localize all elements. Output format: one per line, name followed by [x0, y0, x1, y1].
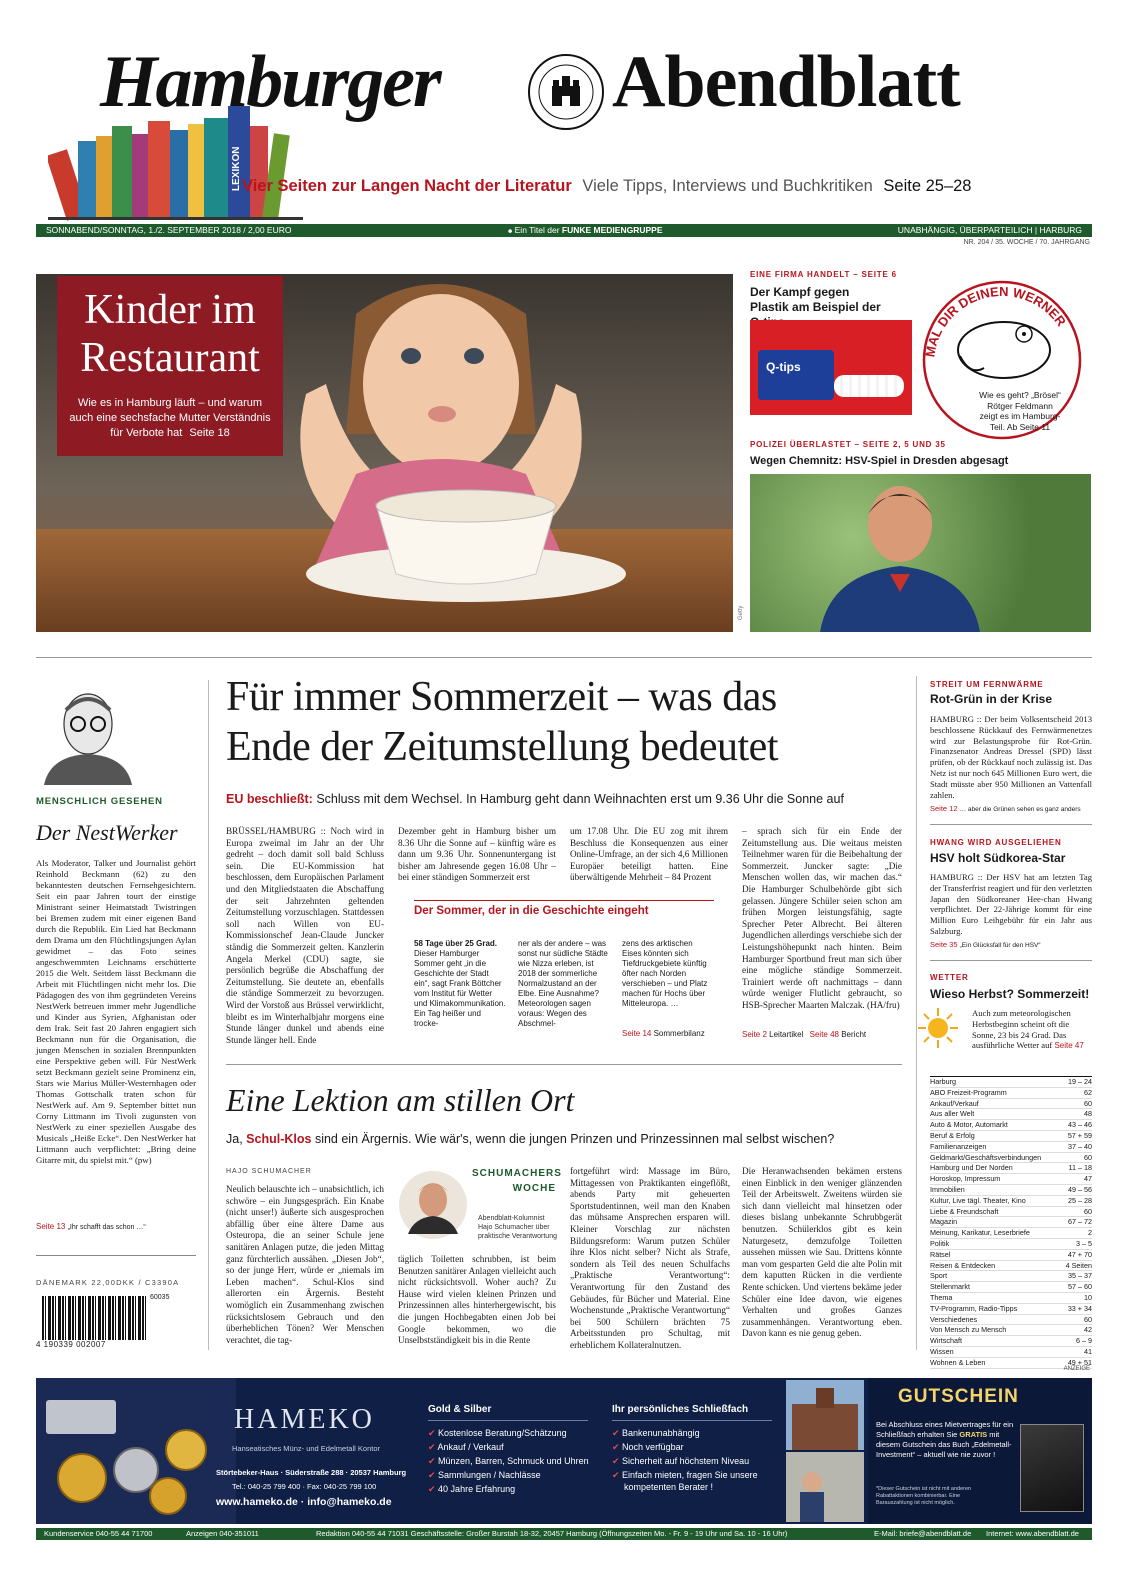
- second-col4: Die Heranwachsenden bekämen erstens einen Einblick in den weniger glänzenden Teil der Arbeitswelt. Zweitens würden sie sich dann vielleicht mal hinsetzen oder dieses bislang unbekannte Schrubbgerät benutzen. Schülerklos gibt es kein Naturgesetz, demzufolge Toiletten aussehen müssen wie Sau. Drittens könnte man vom gesparten Geld die alte Polin mit dem kaputten Rücken in die verdiente Rente schicken. Und viertens bekäme jeder Schüler eine Idee davon, wie eigenes Verhalten und großes Ganzes zusammenhängen. Verantwortung eben. Davon kann es nie genug geben.: [742, 1166, 902, 1339]
- index-row[interactable]: [930, 1109, 1092, 1120]
- index-row[interactable]: [930, 1163, 1092, 1174]
- main-col4: – sprach sich für ein Ende der Zeitumstellung aus. Die weitaus meisten Teilnehmer waren für die Beibehaltung der Sommerzeit. Juncker sagte: „Die Menschen wollen das, wir machen das.“ Die Hamburger Schulbehörde gibt sich gelassen. Jüngere Schüler seien schon am frühen Morgen leistungsfähig, sagte Sprecher Peter Albrecht. Bei älteren Jugendlichen allerdings verschiebe sich der Leistungshöhepunkt nach hinten. Beim Hamburger Sportbund freut man sich über eine mögliche ständige Sommerzeit. Trainiert werde oft nachmittags – dann würde weniger Flutlicht gebraucht, so HSB-Sprecher Maarten Malczak. (HA/fru): [742, 826, 902, 1010]
- werner-caption-text: Wie es geht? „Brösel“ Rötger Feldmann zeigt es im Hamburg-Teil.: [979, 390, 1061, 432]
- index-pages: 47: [1084, 1174, 1092, 1184]
- columnist-label2: WOCHE: [512, 1183, 556, 1194]
- ad-list-item: ✔ Bankenunabhängig: [612, 1426, 758, 1440]
- sidebar-k3: WETTER: [930, 973, 969, 982]
- sidebar-r1-text: … aber die Grünen sehen es ganz anders: [959, 806, 1081, 813]
- ad-safe-extra: kompetenten Berater !: [624, 1482, 714, 1492]
- voucher-text: [876, 1420, 1014, 1460]
- ad-list-item: ✔ Münzen, Barren, Schmuck und Uhren: [428, 1454, 589, 1468]
- index-pages: 62: [1084, 1087, 1092, 1097]
- index-row[interactable]: [930, 1131, 1092, 1142]
- index-pages: 60: [1084, 1314, 1092, 1324]
- index-row[interactable]: [930, 1271, 1092, 1282]
- sidebar-h3[interactable]: Wieso Herbst? Sommerzeit!: [930, 987, 1090, 1001]
- footer-editorial[interactable]: Redaktion 040-55 44 71031 Geschäftsstelle: Großer Burstah 18-32, 20457 Hamburg (Öffnungszeiten Mo. - Fr. 9 - 19 Uhr und Sa. 10 - 16 Uhr): [316, 1529, 788, 1538]
- footer-bar: [36, 1528, 1092, 1540]
- werner-title: MAL DIR DEINEN WERNER: [922, 283, 1070, 359]
- sidebar-k2: HWANG WIRD AUSGELIEHEN: [930, 838, 1062, 847]
- price-line: DÄNEMARK 22,00DKK / C3390A: [36, 1278, 180, 1287]
- main-ref1-page[interactable]: Seite 2: [742, 1030, 767, 1039]
- teaser2-headline[interactable]: Wegen Chemnitz: HSV-Spiel in Dresden abgesagt: [750, 455, 1009, 467]
- index-topic: Horoskop, Impressum: [930, 1174, 1001, 1184]
- index-pages: 57 + 59: [1067, 1130, 1092, 1140]
- sidebar-div1: [930, 824, 1092, 825]
- second-col1: Neulich belauschte ich – unabsichtlich, ich schwöre – ein Jungsgespräch. Ein Knabe (nicht unser!) äußerte sich ausgesprochen abfällig über eine ältere Dame aus Osteuropa, die an seiner Schule jene sanitären Anlagen putze, die jeden Mittag ganz fürchterlich aussähen. „Diesen Job“, so der junge Herr, würde er „niemals im Leben machen“. Schul-Klos sind allerorten ein Ärgernis. Besteht womöglich ein Zusammenhang zwischen rücksichtslosem Gebrauch und den überheblichen Tönen? Wer Menschen verachtet, die tag-: [226, 1184, 384, 1345]
- index-pages: 11 – 18: [1068, 1163, 1092, 1173]
- index-pages: 41: [1084, 1346, 1092, 1356]
- barcode-number: 4 190339 002007: [36, 1340, 106, 1349]
- index-row[interactable]: [930, 1293, 1092, 1304]
- ad-safe-list: [612, 1426, 758, 1482]
- werner-caption: [978, 390, 1062, 432]
- index-row[interactable]: [930, 1304, 1092, 1315]
- voucher-small: *Dieser Gutschein ist nicht mit anderen Rabattaktionen kombinierbar. Eine Barauszahlung ist nicht möglich.: [876, 1486, 972, 1506]
- summer-box-ref-page: Seite 14: [622, 1029, 652, 1038]
- index-row[interactable]: [930, 1099, 1092, 1110]
- index-pages: 6 – 9: [1076, 1336, 1092, 1346]
- index-topic: Sport: [930, 1271, 948, 1281]
- summer-box-c1-bold: 58 Tage über 25 Grad.: [414, 939, 497, 948]
- index-topic: Immobilien: [930, 1184, 965, 1194]
- columnist-label: [472, 1166, 562, 1196]
- index-topic: Ankauf/Verkauf: [930, 1098, 979, 1108]
- second-col2: täglich Toiletten schrubben, ist beim Benutzen sanitärer Anlagen vielleicht auch nicht rücksichtsvoll. Woher auch? Zu Hause wird vielen kleinen Prinzen und Prinzessinnen alles hinterhergewischt, bis die jungen Hochbegabten einen Job bei Google bekommen, wo die Unselbstständigkeit bis in die Rente: [398, 1254, 556, 1346]
- ad-brand-sub: Hanseatisches Münz- und Edelmetall Kontor: [232, 1444, 380, 1453]
- building-photos: [786, 1380, 864, 1522]
- index-topic: Auto & Motor, Automarkt: [930, 1120, 1008, 1130]
- index-pages: 4 Seiten: [1065, 1260, 1092, 1270]
- child-illustration: [236, 274, 733, 632]
- ad-address: Störtebeker-Haus · Süderstraße 288 · 20537 Hamburg: [216, 1468, 407, 1477]
- sidebar-r1-page: Seite 12: [930, 804, 958, 813]
- column-kicker: MENSCHLICH GESEHEN: [36, 796, 163, 807]
- dateline-right: UNABHÄNGIG, ÜBERPARTEILICH | HARBURG: [897, 225, 1082, 235]
- qtips-photo[interactable]: [750, 320, 912, 415]
- ad-banner[interactable]: [36, 1378, 1092, 1524]
- ad-gold-list: [428, 1426, 589, 1496]
- teaser1-headline[interactable]: Der Kampf gegen Plastik am Beispiel der: [750, 285, 881, 314]
- column-ref-text: „Ihr schafft das schon …“: [67, 1224, 146, 1231]
- ad-phone: Tel.: 040-25 799 400 · Fax: 040-25 799 100: [232, 1482, 377, 1491]
- second-author: HAJO SCHUMACHER: [226, 1168, 312, 1175]
- column-text: Als Moderator, Talker und Journalist gehört Reinhold Beckmann (62) zu den bekanntesten deutschen Fernsehgesichtern. Seit ein paar Jahren tourt der einstige Ministrant seiner Heimatstadt Twistringen bei Bremen zudem mit einer eigenen Band durch die Republik. Ein Lied hat Beckmann dem Drama um den Flüchtlingsjungen Aylan gewidmet – das Foto seines angeschwemmten Leichnams erschütterte 2015 die Welt. Seitdem lässt Beckmann die Arbeit mit Flüchtlingen nicht mehr los. Die Pädagogen des von ihm gegründeten Vereins NestWerk betreuen immer mehr Jugendliche und Kinder aus Syrien, Afghanistan oder dem Irak. Seit fast 20 Jahren engagiert sich Beckmann nun für die Organisation, die jungen Menschen in sozialen Brennpunkten eine Perspektive geben will. Für NestWerk setzt Beckmann gezielt seine Prominenz ein, Stars wie Marius Müller-Westernhagen oder Thomas Gottschalk traten schon für NestWerk auf. Am 9. September bittet nun Corny Littmann im Tivoli zugunsten von NestWerk zu einer speziellen Ausgabe des Musicals „Heiße Ecke“. Den NestWerker hat Littmann auch verpflichtet: „Bring deine Gitarre mit, du spielst mit.“ (pw): [36, 858, 196, 1165]
- main-headline-line2: Ende der Zeitumstellung bedeutet: [226, 724, 778, 770]
- index-topic: Familienanzeigen: [930, 1141, 987, 1151]
- index-topic: Beruf & Erfolg: [930, 1130, 975, 1140]
- ad-safe-rule: [612, 1420, 772, 1421]
- index-topic: Politik: [930, 1238, 950, 1248]
- sun-icon: [916, 1006, 960, 1050]
- main-col1: BRÜSSEL/HAMBURG :: Noch wird in Europa zweimal im Jahr an der Uhr gedreht – doch damit soll bald Schluss sein. Die EU-Kommission hat beschlossen, dem Europäischen Parlament und den Mitgliedstaaten die Abschaffung der seit Jahrzehnten geltenden Zeitumstellung vorzuschlagen. Stattdessen soll nach Willen von EU-Kommissionschef Jean-Claude Juncker ständig die Sommerzeit gelten. Kanzlerin Angela Merkel (CDU) sagte, sie persönlich begrüße die Abschaffung der Zeitumstellung. Sie deutete an, ebenfalls die ständige Sommerzeit zu bevorzugen. Wird der Vorstoß aus Brüssel verwirklicht, bleibt es im Winterhalbjahr morgens eine Stunde länger dunkel und abends eine Stunde länger hell. Ende: [226, 826, 384, 1045]
- lead-title-line2: Restaurant: [80, 335, 260, 381]
- footer-ads[interactable]: Anzeigen 040-351011: [186, 1529, 259, 1538]
- index-topic: Von Mensch zu Mensch: [930, 1325, 1007, 1335]
- index-row[interactable]: [930, 1196, 1092, 1207]
- column-title: Der NestWerker: [36, 820, 178, 845]
- index-row[interactable]: [930, 1077, 1092, 1088]
- index-table: [930, 1076, 1092, 1369]
- index-pages: 47 + 70: [1067, 1249, 1092, 1259]
- lead-subtitle-text: Wie es in Hamburg läuft – und warum auch eine sechsfache Mutter Verständnis für Verbote hat: [69, 397, 271, 439]
- index-topic: Harburg: [930, 1077, 956, 1086]
- columnist-portrait: [398, 1170, 468, 1240]
- index-row[interactable]: [930, 1347, 1092, 1358]
- index-row[interactable]: [930, 1325, 1092, 1336]
- index-pages: 37 – 40: [1068, 1141, 1092, 1151]
- photo-credit: Getty: [738, 605, 744, 620]
- summer-box: [414, 900, 714, 1047]
- main-subhead-text: Schluss mit dem Wechsel. In Hamburg geht dann Weihnachten erst um 9.36 Uhr die Sonne auf: [316, 792, 844, 806]
- main-col3: um 17.08 Uhr. Die EU zog mit ihrem Beschluss die Konsequenzen aus einer Online-Umfrage, an der sich 4,6 Millionen Europäer beteiligt hatten. Eine überwältigende Mehrheit – 84 Prozent: [570, 826, 728, 883]
- dateline-center: [508, 224, 663, 237]
- index-pages: 49 + 51: [1067, 1357, 1092, 1367]
- index-topic: Thema: [930, 1292, 953, 1302]
- index-row[interactable]: [930, 1261, 1092, 1272]
- index-row[interactable]: [930, 1142, 1092, 1153]
- voucher-text-3: mit diesem Gutschein das Buch „Edelmetall-Investment“ – aktuell wie nie zuvor !: [876, 1430, 1012, 1459]
- footer-email[interactable]: E-Mail: briefe@abendblatt.de: [874, 1529, 972, 1538]
- index-pages: 48: [1084, 1109, 1092, 1119]
- index-topic: Rätsel: [930, 1249, 951, 1259]
- masthead: [0, 0, 1134, 232]
- second-subhead-red: Schul-Klos: [246, 1132, 312, 1146]
- summer-box-c3: zens des arktischen Eises könnten sich Tiefdruckgebiete künftig öfter nach Norden verschieben – und Platz machen für Hochs über Mitteleuropa. …: [622, 939, 708, 1008]
- lead-title-line1: Kinder im: [84, 287, 256, 333]
- main-ref1-text: Leitartikel: [769, 1030, 804, 1039]
- index-row[interactable]: [930, 1250, 1092, 1261]
- index-topic: Hamburg und Der Norden: [930, 1163, 1013, 1173]
- column-ref-page: Seite 13: [36, 1222, 66, 1231]
- author-portrait: [36, 680, 136, 785]
- second-subhead-pre: Ja,: [226, 1132, 243, 1146]
- index-pages: 19 – 24: [1068, 1077, 1092, 1086]
- svg-text:LEXIKON: LEXIKON: [231, 146, 242, 191]
- second-subhead: [226, 1132, 834, 1146]
- teaser-page: Seite 25–28: [883, 177, 972, 195]
- columnist-info: Abendblatt-Kolumnist Hajo Schumacher über praktische Verantwortung: [478, 1215, 557, 1240]
- left-vertical-rule: [208, 680, 209, 1350]
- ad-list-item: ✔ 40 Jahre Erfahrung: [428, 1482, 589, 1496]
- masthead-title-right: Abendblatt: [612, 41, 960, 123]
- ad-list-item: ✔ Sammlungen / Nachlässe: [428, 1468, 589, 1482]
- index-row[interactable]: [930, 1174, 1092, 1185]
- ad-gold-heading: Gold & Silber: [428, 1404, 492, 1415]
- werner-ref[interactable]: Ab Seite 11: [1006, 421, 1051, 432]
- sidebar-r1[interactable]: [930, 804, 1081, 813]
- sidebar-h1[interactable]: Rot-Grün in der Krise: [930, 692, 1053, 706]
- index-pages: 42: [1084, 1325, 1092, 1335]
- column-ref[interactable]: [36, 1222, 146, 1231]
- sidebar-r3-page[interactable]: Seite 47: [1054, 1041, 1084, 1051]
- voucher-text-1: Bei Abschluss eines Mietvertrages für ein Schließfach erhalten Sie: [876, 1420, 1014, 1439]
- index-row[interactable]: [930, 1153, 1092, 1164]
- lead-page-ref[interactable]: Seite 18: [189, 427, 230, 439]
- index-pages: 57 – 60: [1068, 1282, 1092, 1292]
- sidebar-r2-page: Seite 35: [930, 940, 958, 949]
- index-topic: Aus aller Welt: [930, 1109, 975, 1119]
- index-topic: Reisen & Entdecken: [930, 1260, 996, 1270]
- qtips-label: Q-tips: [766, 360, 801, 374]
- index-topic: Wohnen & Leben: [930, 1357, 986, 1367]
- teaser1-kicker: EINE FIRMA HANDELT – SEITE 6: [750, 270, 897, 279]
- index-pages: 67 – 72: [1068, 1217, 1092, 1227]
- index-topic: Meinung, Karikatur, Leserbriefe: [930, 1228, 1030, 1238]
- index-pages: 25 – 28: [1068, 1195, 1092, 1205]
- index-pages: 60: [1084, 1206, 1092, 1216]
- coins-illustration: [36, 1378, 236, 1524]
- sidebar-r2-text: „Ein Glücksfall für den HSV“: [959, 942, 1041, 949]
- summer-box-c1: [414, 939, 506, 1029]
- teaser-grey: Viele Tipps, Interviews und Buchkritiken: [582, 177, 873, 195]
- barcode: [42, 1296, 146, 1340]
- dateline-center-pre: Ein Titel der: [514, 225, 560, 235]
- index-pages: 43 – 46: [1068, 1120, 1092, 1130]
- ad-list-item: ✔ Einfach mieten, fragen Sie unsere: [612, 1468, 758, 1482]
- index-pages: 33 + 34: [1067, 1303, 1092, 1313]
- index-topic: Wissen: [930, 1346, 954, 1356]
- ad-label: ANZEIGE: [1063, 1366, 1090, 1372]
- index-row[interactable]: [930, 1088, 1092, 1099]
- index-pages: 3 – 5: [1076, 1238, 1092, 1248]
- footer-service[interactable]: Kundenservice 040-55 44 71700: [44, 1529, 153, 1538]
- index-row[interactable]: [930, 1239, 1092, 1250]
- sidebar-t1: HAMBURG :: Der beim Volksentscheid 2013 beschlossene Rückkauf des Fernwärmenetzes wird zur Belastungsprobe für Rot-Grün. Finanzsenator Andreas Dressel (SPD) lässt prüfen, ob der Rückkauf noch zulässig ist. Das Netz ist nur noch 645 Millionen Euro wert, die Stadt müsste aber 950 Millionen an Vattenfall zahlen.: [930, 714, 1092, 800]
- index-row[interactable]: [930, 1282, 1092, 1293]
- city-seal-icon: [526, 52, 606, 132]
- index-topic: Wirtschaft: [930, 1336, 962, 1346]
- divider-second-story: [226, 1064, 902, 1065]
- index-row[interactable]: [930, 1185, 1092, 1196]
- teaser-red: Vier Seiten zur Langen Nacht der Literatur: [242, 177, 572, 195]
- divider-main: [36, 657, 1092, 658]
- ad-list-item: ✔ Ankauf / Verkauf: [428, 1440, 589, 1454]
- index-pages: 2: [1088, 1228, 1092, 1238]
- dateline-center-brand: FUNKE MEDIENGRUPPE: [561, 225, 663, 235]
- columnist-label1: SCHUMACHERS: [472, 1168, 562, 1179]
- main-subhead-red: EU beschließt:: [226, 792, 313, 806]
- coach-photo[interactable]: [750, 474, 1091, 632]
- main-headline[interactable]: [226, 672, 778, 772]
- summer-box-c1-text: Dieser Hamburger Sommer geht „in die Geschichte der Stadt ein“, sagt Frank Böttcher vom Institut für Wetter und Klimakommunikation. Ein Tag heißer und trocke-: [414, 949, 506, 1028]
- main-col2: Dezember geht in Hamburg bisher um 8.36 Uhr die Sonne auf – künftig wäre es dann um 9.36 Uhr. Sonnenuntergang ist bisher am Jahresende gegen 16.08 Uhr – bei einer ständigen Sommerzeit erst: [398, 826, 556, 883]
- voucher-text-gratis: GRATIS: [959, 1430, 988, 1439]
- sidebar-t3: [972, 1008, 1092, 1052]
- main-refs: [742, 1030, 866, 1039]
- sidebar-t3-text: Auch zum meteorologischen Herbstbeginn scheint oft die Sonne, 23 bis 24 Grad. Das ausführliche Wetter auf: [972, 1008, 1071, 1051]
- lead-subtitle: [57, 382, 283, 441]
- index-row[interactable]: [930, 1217, 1092, 1228]
- cotton-swabs: [834, 375, 904, 397]
- index-topic: Stellenmarkt: [930, 1282, 970, 1292]
- summer-box-ref-text: Sommerbilanz: [653, 1029, 705, 1038]
- man-illustration: [790, 474, 990, 632]
- main-subhead: [226, 792, 844, 806]
- index-row[interactable]: [930, 1207, 1092, 1218]
- book-cover: [1020, 1424, 1084, 1512]
- ad-list-item: ✔ Sicherheit auf höchstem Niveau: [612, 1454, 758, 1468]
- summer-box-c2: ner als der andere – was sonst nur südliche Städte wie Nizza erleben, ist 2018 der sommerliche Normalzustand an der Elbe. Eine Ausnahme? Meteorologen sagen voraus: Wegen des Abschmel-: [518, 939, 608, 1028]
- ad-web[interactable]: www.hameko.de · info@hameko.de: [216, 1496, 392, 1508]
- barcode-top: 60035: [150, 1294, 170, 1301]
- main-ref2-page[interactable]: Seite 48: [809, 1030, 839, 1039]
- index-pages: 49 – 56: [1068, 1184, 1092, 1194]
- literature-teaser[interactable]: [242, 177, 971, 196]
- summer-box-ref[interactable]: [622, 1029, 705, 1038]
- index-row[interactable]: [930, 1120, 1092, 1131]
- ad-gold-rule: [428, 1420, 588, 1421]
- teaser2-kicker: POLIZEI ÜBERLASTET – SEITE 2, 5 UND 35: [750, 440, 946, 449]
- index-row[interactable]: [930, 1336, 1092, 1347]
- index-topic: Magazin: [930, 1217, 958, 1227]
- index-topic: ABO Freizeit-Programm: [930, 1087, 1007, 1097]
- sidebar-r2[interactable]: [930, 940, 1041, 949]
- issue-number: NR. 204 / 35. WOCHE / 70. JAHRGANG: [963, 239, 1090, 246]
- sidebar-t2: HAMBURG :: Der HSV hat am letzten Tag der Transferfrist reagiert und für den verletzten Japan den Südkoreaner Hee-chan Hwang verpflichtet. Der 22-Jährige kommt für eine Million Euro Leihgebühr für ein Jahr aus Salzburg.: [930, 872, 1092, 936]
- second-col3: fortgeführt wird: Massage im Büro, Mittagessen von Praktikanten eingeflößt, abends Party mit geheuerten Sportstudentinnen, weil man den Knaben das mühsame Ansprechen ersparen will. Kleiner Vorschlag zur nächsten Bildungsreform: Warum putzen Schüler ihre Klos nicht selber? Nicht als Strafe, sondern als Teil des neuen Schulfachs „Praktische Verantwortung“: Verantwortung für den Zustand des Gebäudes, für Bücher und Material. Eine Wochenstunde „Praktische Verantwortung“ bei 500 Schülern brächten 75 Arbeitsstunden pro Schultag, mit erheblichem Kollateralnutzen.: [570, 1166, 730, 1350]
- column-divider: [36, 1255, 196, 1256]
- qtips-box: [758, 350, 834, 400]
- index-pages: 10: [1084, 1292, 1092, 1302]
- index-topic: Verschiedenes: [930, 1314, 978, 1324]
- main-ref2-text: Bericht: [841, 1030, 867, 1039]
- index-pages: 60: [1084, 1098, 1092, 1108]
- lead-photo[interactable]: [36, 274, 733, 632]
- index-topic: Kultur, Live tägl. Theater, Kino: [930, 1195, 1026, 1205]
- funke-icon: ⦁: [508, 225, 513, 235]
- lead-title-box: [57, 276, 283, 456]
- index-row[interactable]: [930, 1228, 1092, 1239]
- index-row[interactable]: [930, 1315, 1092, 1326]
- dateline-left: SONNABEND/SONNTAG, 1./2. SEPTEMBER 2018 / 2,00 EURO: [46, 225, 292, 235]
- second-headline[interactable]: Eine Lektion am stillen Ort: [226, 1082, 575, 1118]
- footer-internet[interactable]: Internet: www.abendblatt.de: [986, 1529, 1079, 1538]
- ad-list-item: ✔ Kostenlose Beratung/Schätzung: [428, 1426, 589, 1440]
- sidebar-div2: [930, 960, 1092, 961]
- masthead-title-left: Hamburger: [100, 41, 440, 123]
- ad-brand: HAMEKO: [234, 1404, 375, 1435]
- index-topic: TV-Programm, Radio-Tipps: [930, 1303, 1018, 1313]
- voucher-title: GUTSCHEIN: [898, 1386, 1019, 1407]
- sidebar-k1: STREIT UM FERNWÄRME: [930, 680, 1044, 689]
- sidebar-h2[interactable]: HSV holt Südkorea-Star: [930, 851, 1066, 865]
- dateline-bar: [36, 224, 1092, 237]
- ad-list-item: ✔ Noch verfügbar: [612, 1440, 758, 1454]
- summer-box-title: Der Sommer, der in die Geschichte eingeht: [414, 905, 649, 917]
- ad-safe-heading: Ihr persönliches Schließfach: [612, 1404, 749, 1415]
- index-pages: 60: [1084, 1152, 1092, 1162]
- voucher[interactable]: [868, 1378, 1092, 1524]
- index-topic: Liebe & Freundschaft: [930, 1206, 999, 1216]
- index-topic: Geldmarkt/Geschäftsverbindungen: [930, 1152, 1042, 1162]
- index-pages: 35 – 37: [1068, 1271, 1092, 1281]
- main-headline-line1: Für immer Sommerzeit – was das: [226, 674, 777, 720]
- second-subhead-text: sind ein Ärgernis. Wie wär's, wenn die jungen Prinzen und Prinzessinnen mal selbst wischen?: [314, 1132, 835, 1146]
